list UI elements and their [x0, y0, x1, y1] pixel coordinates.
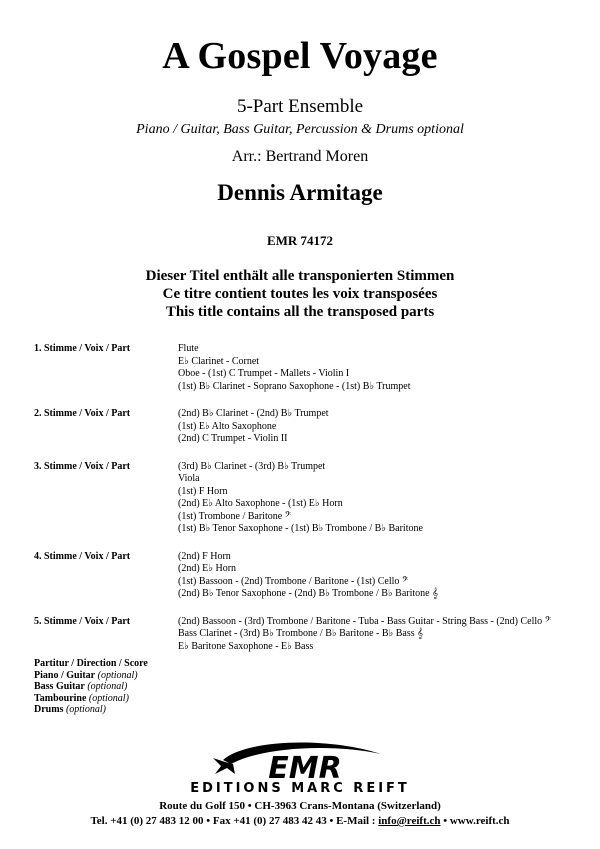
notice-de: Dieser Titel enthält alle transponierten Stimmen — [145, 268, 455, 284]
instrument-line: (1st) F Horn — [178, 485, 228, 497]
part-row — [34, 616, 594, 654]
instrument-line: (2nd) Bassoon - (3rd) Trombone / Baritone - Tuba - Bass Guitar - String Bass - (2nd) Cello 𝄢 — [178, 615, 552, 627]
instrument-line: (1st) B♭ Clarinet - Soprano Saxophone - (1st) B♭ Trumpet — [178, 380, 411, 392]
instrumentation: Piano / Guitar, Bass Guitar, Percussion & Drums optional — [136, 122, 464, 137]
website-link[interactable]: • www.reift.ch — [440, 815, 510, 827]
instrument-line: E♭ Baritone Saxophone - E♭ Bass — [178, 640, 314, 652]
logo-text: EMR — [268, 751, 342, 786]
part-label: 2. Stimme / Voix / Part — [34, 408, 131, 419]
instrument-line: (1st) E♭ Alto Saxophone — [178, 420, 277, 432]
part-label: 1. Stimme / Voix / Part — [34, 343, 131, 354]
contact-phone-fax: Tel. +41 (0) 27 483 12 00 • Fax +41 (0) 27 483 42 43 • E-Mail : — [90, 815, 379, 827]
part-row — [34, 408, 594, 446]
part-label: 3. Stimme / Voix / Part — [34, 460, 131, 472]
part-row — [34, 461, 594, 536]
subtitle: 5-Part Ensemble — [236, 96, 364, 117]
instrument-line: (2nd) C Trumpet - Violin II — [178, 433, 288, 444]
part-instruments — [178, 551, 438, 601]
title: A Gospel Voyage — [162, 35, 438, 77]
part-row — [34, 551, 594, 601]
score-item-note: (optional) — [97, 669, 138, 681]
instrument-line: (2nd) E♭ Horn — [178, 563, 237, 574]
publisher-address: Route du Golf 150 • CH-3963 Crans-Montana (Switzerland) — [159, 800, 441, 812]
emr-logo — [205, 738, 395, 808]
part-label: 5. Stimme / Voix / Part — [34, 615, 131, 627]
instrument-line: Bass Clarinet - (3rd) B♭ Trombone / B♭ Baritone - B♭ Bass 𝄞 — [178, 628, 424, 639]
score-item-note: (optional) — [65, 704, 106, 715]
instrument-line: (3rd) B♭ Clarinet - (3rd) B♭ Trumpet — [178, 460, 326, 472]
instrument-line: (2nd) E♭ Alto Saxophone - (1st) E♭ Horn — [178, 498, 343, 509]
score-item — [34, 681, 148, 693]
score-item — [34, 704, 148, 716]
catalog-number: EMR 74172 — [266, 233, 334, 248]
part-row — [34, 343, 594, 393]
score-item — [34, 658, 148, 670]
arranger: Arr.: Bertrand Moren — [231, 148, 369, 165]
composer: Dennis Armitage — [217, 180, 383, 205]
part-instruments — [178, 408, 329, 446]
instrument-line: Oboe - (1st) C Trumpet - Mallets - Violin I — [178, 368, 350, 379]
score-item-name: Partitur / Direction / Score — [34, 658, 148, 669]
instrument-line: (1st) Trombone / Baritone 𝄢 — [178, 510, 292, 522]
publisher-contact — [0, 815, 600, 827]
instrument-line: Flute — [178, 343, 199, 354]
part-instruments — [178, 616, 551, 654]
part-instruments — [178, 343, 410, 393]
parts-list — [34, 343, 594, 668]
score-item-name: Piano / Guitar — [34, 669, 96, 681]
notice-fr: Ce titre contient toutes les voix transposées — [162, 286, 438, 302]
instrument-line: (1st) Bassoon - (2nd) Trombone / Baritone - (1st) Cello 𝄢 — [178, 575, 409, 587]
email-link[interactable]: info@reift.ch — [378, 815, 441, 827]
publisher-name: EDITIONS MARC REIFT — [190, 781, 410, 796]
instrument-line: Viola — [178, 473, 200, 484]
instrument-line: E♭ Clarinet - Cornet — [178, 355, 260, 367]
instrument-line: (1st) B♭ Tenor Saxophone - (1st) B♭ Trombone / B♭ Baritone — [178, 523, 423, 534]
instrument-line: (2nd) B♭ Clarinet - (2nd) B♭ Trumpet — [178, 408, 329, 419]
score-item-name: Drums — [34, 704, 64, 715]
part-label: 4. Stimme / Voix / Part — [34, 550, 131, 562]
instrument-line: (2nd) B♭ Tenor Saxophone - (2nd) B♭ Trombone / B♭ Baritone 𝄞 — [178, 588, 438, 599]
transposition-notice — [0, 267, 600, 321]
notice-en: This title contains all the transposed parts — [165, 304, 435, 320]
score-item-note: (optional) — [87, 681, 128, 692]
score-list — [34, 658, 148, 716]
score-item-name: Bass Guitar — [34, 681, 85, 692]
score-item — [34, 670, 148, 682]
score-item-note: (optional) — [88, 692, 129, 704]
instrument-line: (2nd) F Horn — [178, 550, 231, 562]
score-item — [34, 693, 148, 705]
part-instruments — [178, 461, 423, 536]
score-item-name: Tambourine — [34, 692, 87, 704]
